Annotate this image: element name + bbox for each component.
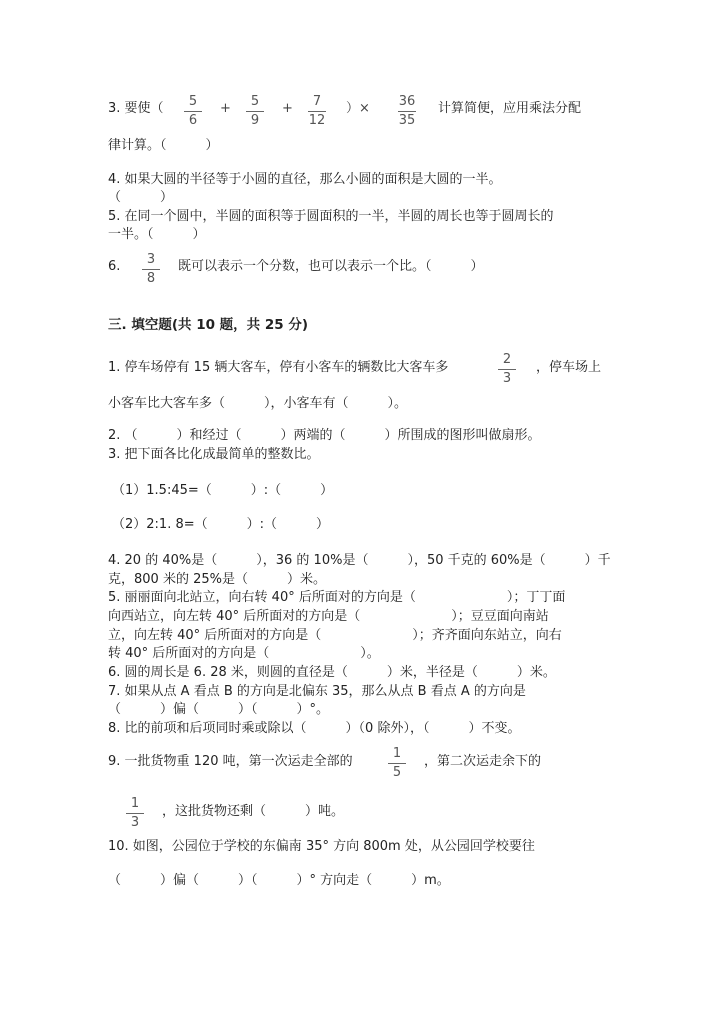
judge-q3-frac-4: [390, 94, 424, 128]
judge-q3-frac-3: [300, 94, 334, 128]
frac-denominator: 8: [146, 271, 156, 286]
frac-denominator: 35: [398, 113, 416, 128]
judge-q4-line1: 4. 如果大圆的半径等于小圆的直径，那么小圆的面积是大圆的一半。: [108, 172, 502, 187]
close-paren-times: ）×: [346, 101, 370, 116]
judge-q3-suffix: 计算简便，应用乘法分配: [438, 101, 582, 116]
frac-numerator: 5: [188, 94, 198, 109]
fill-q9-line1: 9. 一批货物重 120 吨，第一次运走全部的: [108, 754, 353, 769]
fill-q2: 2. （ ）和经过（ ）两端的（ ）所围成的图形叫做扇形。: [108, 428, 541, 443]
frac-denominator: 12: [308, 113, 326, 128]
plus-sign-1: +: [220, 101, 231, 116]
fill-q9-after2: ，这批货物还剩（ ）吨。: [162, 804, 345, 819]
judge-q5-line2: 一半。（ ）: [108, 227, 206, 242]
frac-denominator: 5: [392, 765, 402, 780]
judge-q4-line2: （ ）: [108, 190, 174, 205]
fill-q9-frac-2: [118, 796, 152, 830]
frac-numerator: 1: [130, 796, 140, 811]
fill-q3-a: （1）1.5:45=（ ）:（ ）: [112, 483, 334, 498]
judge-q3-frac-2: [238, 94, 272, 128]
fill-q10-line2: （ ）偏（ ）（ ）° 方向走（ ）m。: [108, 873, 450, 888]
fill-q6: 6. 圆的周长是 6. 28 米，则圆的直径是（ ）米，半径是（ ）米。: [108, 665, 556, 680]
fill-q3-title: 3. 把下面各比化成最简单的整数比。: [108, 447, 320, 462]
fill-q1-frac: [490, 352, 524, 386]
fill-q5-line3: 立，向左转 40° 后所面对的方向是（ ）；齐齐面向东站立，向右: [108, 628, 562, 643]
judge-q6-suffix: 既可以表示一个分数，也可以表示一个比。（ ）: [178, 259, 484, 274]
judge-q6-frac: [134, 252, 168, 286]
fill-q4-line1: 4. 20 的 40%是（ ），36 的 10%是（ ），50 千克的 60%是（ ）千: [108, 553, 611, 568]
plus-sign-2: +: [282, 101, 293, 116]
fill-q7-line2: （ ）偏（ ）（ ）°。: [108, 702, 330, 717]
frac-denominator: 3: [130, 815, 140, 830]
fill-q8: 8. 比的前项和后项同时乘或除以（ ）（0 除外），（ ）不变。: [108, 721, 521, 736]
fill-q5-line4: 转 40° 后所面对的方向是（ ）。: [108, 646, 380, 661]
frac-numerator: 3: [146, 252, 156, 267]
frac-numerator: 5: [250, 94, 260, 109]
frac-numerator: 2: [502, 352, 512, 367]
fill-q10-line1: 10. 如图，公园位于学校的东偏南 35° 方向 800m 处，从公园回学校要往: [108, 839, 535, 854]
judge-q3-frac-1: [176, 94, 210, 128]
fill-q3-b: （2）2:1. 8=（ ）:（ ）: [112, 517, 330, 532]
judge-q6-prefix: 6.: [108, 259, 121, 274]
fill-q9-after1: ，第二次运走余下的: [424, 754, 542, 769]
frac-denominator: 3: [502, 371, 512, 386]
fill-q1-line1: 1. 停车场停有 15 辆大客车，停有小客车的辆数比大客车多: [108, 360, 449, 375]
fill-q5-line2: 向西站立，向左转 40° 后所面对的方向是（ ）；豆豆面向南站: [108, 609, 549, 624]
frac-numerator: 1: [392, 746, 402, 761]
frac-denominator: 6: [188, 113, 198, 128]
frac-numerator: 36: [398, 94, 416, 109]
judge-q5-line1: 5. 在同一个圆中，半圆的面积等于圆面积的一半，半圆的周长也等于圆周长的: [108, 209, 554, 224]
judge-q3-prefix: 3. 要使（: [108, 101, 164, 116]
frac-numerator: 7: [312, 94, 322, 109]
section-title: 三. 填空题(共 10 题，共 25 分): [108, 317, 309, 333]
judge-q3-line2: 律计算。（ ）: [108, 138, 219, 153]
fill-q9-frac-1: [380, 746, 414, 780]
fill-q1-after: ，停车场上: [536, 360, 602, 375]
fill-q7-line1: 7. 如果从点 A 看点 B 的方向是北偏东 35，那么从点 B 看点 A 的方向是: [108, 684, 526, 699]
fill-q1-line2: 小客车比大客车多（ ），小客车有（ ）。: [108, 396, 408, 411]
frac-denominator: 9: [250, 113, 260, 128]
fill-q5-line1: 5. 丽丽面向北站立，向右转 40° 后所面对的方向是（ ）；丁丁面: [108, 590, 566, 605]
fill-q4-line2: 克，800 米的 25%是（ ）米。: [108, 572, 326, 587]
